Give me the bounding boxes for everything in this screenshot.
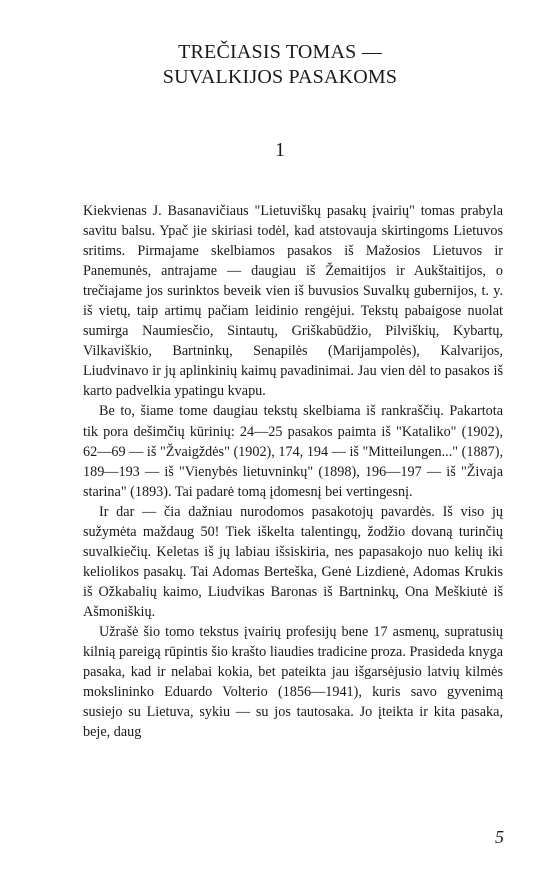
page-number: 5: [495, 827, 504, 847]
page-title-line-2: SUVALKIJOS PASAKOMS: [162, 66, 398, 88]
paragraph-3: Ir dar — čia dažniau nurodomos pasakotojų pavardės. Iš viso jų sužymėta maždaug 50! Tiek iškelta talentingų, žodžio dovaną turinčių suvalkiečių. Keletas iš jų labiau išsiskiria, nes papasakojo nuo kelių iki keliolikos pasakų. Tai Adomas Berteška, Genė Lizdienė, Adomas Krukis iš Ožkabalių kaimo, Liudvikas Baronas iš Bartninkų, Ona Meškiutė iš Ašmoniškių.: [83, 503, 503, 620]
body-text: [83, 201, 503, 742]
page-title-line-1: TREČIASIS TOMAS —: [178, 41, 382, 63]
paragraph-4: Užrašė šio tomo tekstus įvairių profesijų bene 17 asmenų, supratusių kilnią pareigą rūpintis šio krašto liaudies tradicine proza. Prasideda knyga pasaka, kad ir nelabai kokia, bet pateikta jau išgarsėjusio latvių kilmės mokslininko Eduardo Volterio (1856—1941), kuris savo gyvenimą susiejo su Lietuva, sykiu — su jos tautosaka. Jo įteikta ir kita pasaka, beje, daug: [83, 623, 503, 741]
chapter-number: 1: [275, 139, 285, 161]
paragraph-1: Kiekvienas J. Basanavičiaus "Lietuviškų pasakų įvairių" tomas prabyla savitu balsu. Ypač jie skiriasi todėl, kad atstovauja skirtingoms Lietuvos sritims. Pirmajame skelbiamos pasakos iš Mažosios Lietuvos ir Panemunės, antrajame — daugiau iš Žemaitijos ir Aukštaitijos, o trečiajame jos surinktos beveik vien iš buvusios Suvalkų gubernijos, t. y. iš vietų, taip artimų pačiam leidinio rengėjui. Tekstų pabaigose nuolat sumirga Naumiesčio, Sintautų, Griškabūdžio, Pilviškių, Kybartų, Vilkaviškio, Bartninkų, Senapilės (Marijampolės), Kalvarijos, Liudvinavo ir jų aplinkinių kaimų pavadinimai. Jau vien dėl to pasakos iš karto padvelkia ypatingu kvapu.: [83, 203, 503, 400]
paragraph-2: Be to, šiame tome daugiau tekstų skelbiama iš rankraščių. Pakartota tik pora dešimčių kūrinių: 24—25 pasakos paimta iš "Kataliko" (1902), 62—69 — iš "Žvaigždės" (1902), 174, 194 — iš "Mitteilungen..." (1887), 189—193 — iš "Vienybės lietuvninkų" (1898), 196—197 — iš "Živaja starina" (1893). Tai padarė tomą įdomesnį bei vertingesnį.: [83, 403, 503, 500]
